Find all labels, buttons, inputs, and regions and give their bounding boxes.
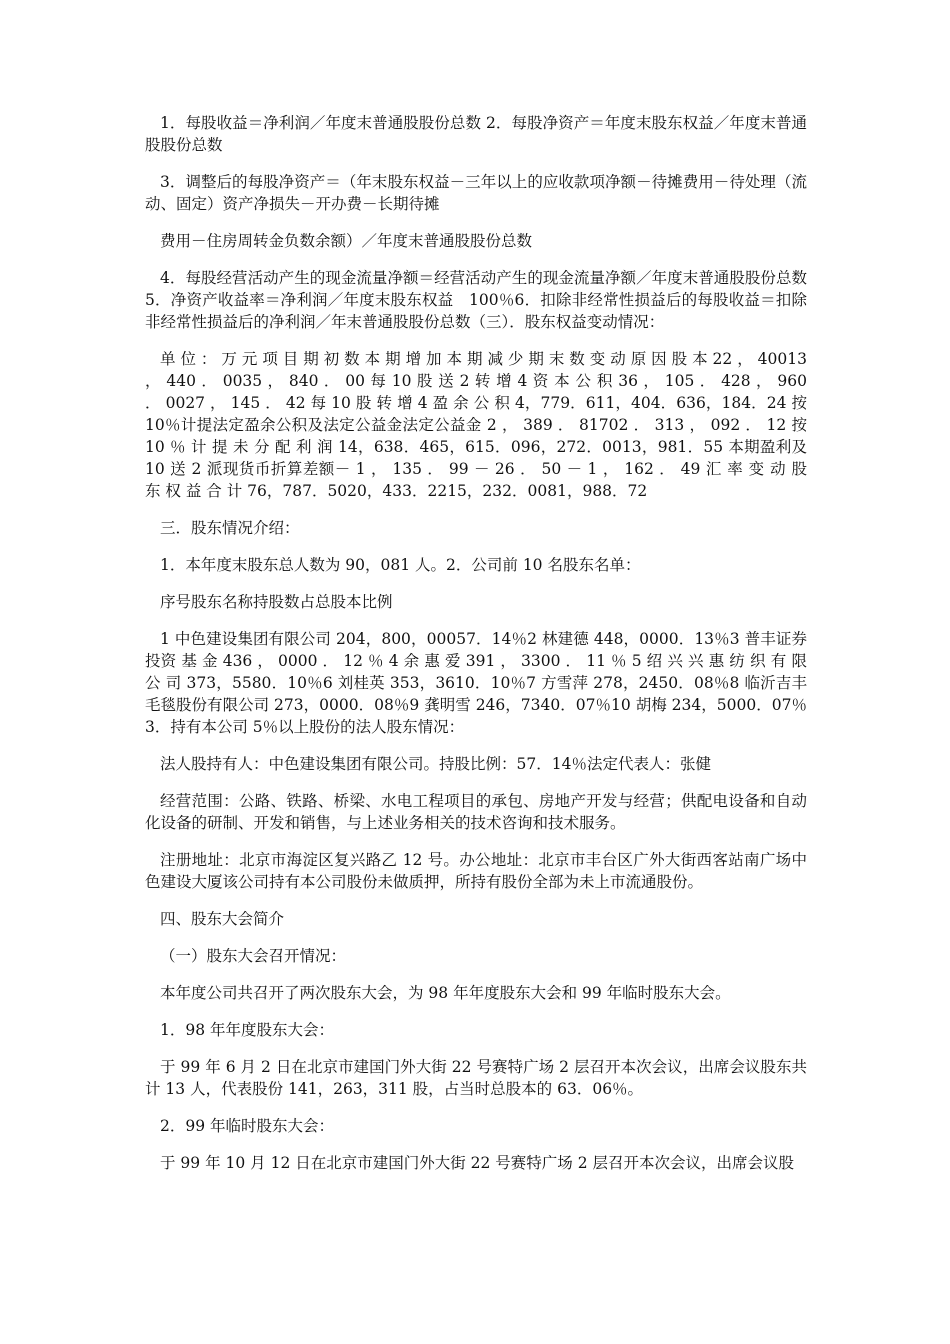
paragraph-addresses: 注册地址：北京市海淀区复兴路乙 12 号。办公地址：北京市丰台区广外大街西客站南广场中色建设大厦该公司持有本公司股份未做质押，所持有股份全部为未上市流通股份。 (145, 851, 807, 891)
paragraph-interim-meeting-99: 于 99 年 10 月 12 日在北京市建国门外大街 22 号赛特广场 2 层召开本次会议，出席会议股 (160, 1154, 795, 1172)
section-heading-shareholders: 三．股东情况介绍： (160, 519, 300, 537)
paragraph-business-scope: 经营范围：公路、铁路、桥梁、水电工程项目的承包、房地产开发与经营；供配电设备和自动化设备的研制、开发和销售，与上述业务相关的技术咨询和技术服务。 (145, 792, 807, 832)
subsection-heading-meetings-held: （一）股东大会召开情况： (160, 947, 347, 965)
paragraph-top10-list: 1 中色建设集团有限公司 204，800，00057．14％2 林建德 448，0000．13％3 普丰证券投资 基 金 436 ， 0000 ． 12 ％ 4 余 惠 爱 391 ， 3300 ． 11 ％ 5 绍 兴 兴 惠 纺 织 有 限 公 司 373，5580．10％6 刘桂英 353，3610．10％7 方雪萍 278，2450．08％8 临沂吉丰毛毯股份有限公司 273，0000．08％9 龚明雪 246，7340．07％10 胡梅 234，5000．07％3．持有本公司 5％以上股份的法人股东情况： (145, 630, 807, 736)
paragraph-meetings-summary: 本年度公司共召开了两次股东大会，为 98 年年度股东大会和 99 年临时股东大会。 (160, 984, 731, 1002)
paragraph-annual-meeting-98: 于 99 年 6 月 2 日在北京市建国门外大街 22 号赛特广场 2 层召开本次会议，出席会议股东共计 13 人，代表股份 141，263，311 股，占当时总股本的 63．06％。 (145, 1058, 807, 1098)
heading-annual-meeting-98: 1．98 年年度股东大会： (160, 1021, 335, 1039)
paragraph-shareholder-count: 1．本年度末股东总人数为 90，081 人。2．公司前 10 名股东名单： (160, 556, 641, 574)
heading-interim-meeting-99: 2．99 年临时股东大会： (160, 1117, 335, 1135)
paragraph-eps-formula: 1．每股收益＝净利润／年度末普通股股份总数 2．每股净资产＝年度末股东权益／年度末普通股股份总数 (145, 114, 807, 154)
paragraph-top10-header: 序号股东名称持股数占总股本比例 (160, 593, 393, 611)
section-heading-shareholder-meetings: 四、股东大会简介 (160, 910, 285, 928)
paragraph-adjusted-nav-formula: 3．调整后的每股净资产＝（年末股东权益－三年以上的应收款项净额－待摊费用－待处理（流动、固定）资产净损失－开办费－长期待摊 (145, 173, 807, 213)
paragraph-cashflow-roe-formula: 4．每股经营活动产生的现金流量净额＝经营活动产生的现金流量净额／年度末普通股股份总数 5．净资产收益率＝净利润／年度末股东权益 100％6．扣除非经常性损益后的每股收益＝扣除非经常性损益后的净利润／年末普通股股份总数（三）．股东权益变动情况： (145, 269, 807, 331)
document-body (145, 112, 807, 1189)
paragraph-legal-shareholder: 法人股持有人：中色建设集团有限公司。持股比例：57．14％法定代表人：张健 (160, 755, 711, 773)
paragraph-adjusted-nav-formula-cont: 费用－住房周转金负数余额）／年度末普通股股份总数 (160, 232, 533, 250)
paragraph-equity-changes-table: 单 位 ： 万 元 项 目 期 初 数 本 期 增 加 本 期 减 少 期 末 数 变 动 原 因 股 本 22 ， 40013 ， 440 ． 0035 ， 840 ． 00 每 10 股 送 2 转 增 4 资 本 公 积 36 ， 105 ． 428 ， 960 ． 0027 ， 145 ． 42 每 10 股 转 增 4 盈 余 公 积 4，779．611，404．636，184．24 按 10％计提法定盈余公积及法定公益金法定公益金 2 ， 389 ． 81702 ． 313 ， 092 ． 12 按 10 ％ 计 提 未 分 配 利 润 14，638．465，615．096，272．0013，981．55 本期盈利及 10 送 2 派现货币折算差额－ 1 ， 135 ． 99 － 26 ． 50 － 1 ， 162 ． 49 汇 率 变 动 股 东 权 益 合 计 76，787．5020，433．2215，232．0081，988．72 (145, 350, 807, 500)
